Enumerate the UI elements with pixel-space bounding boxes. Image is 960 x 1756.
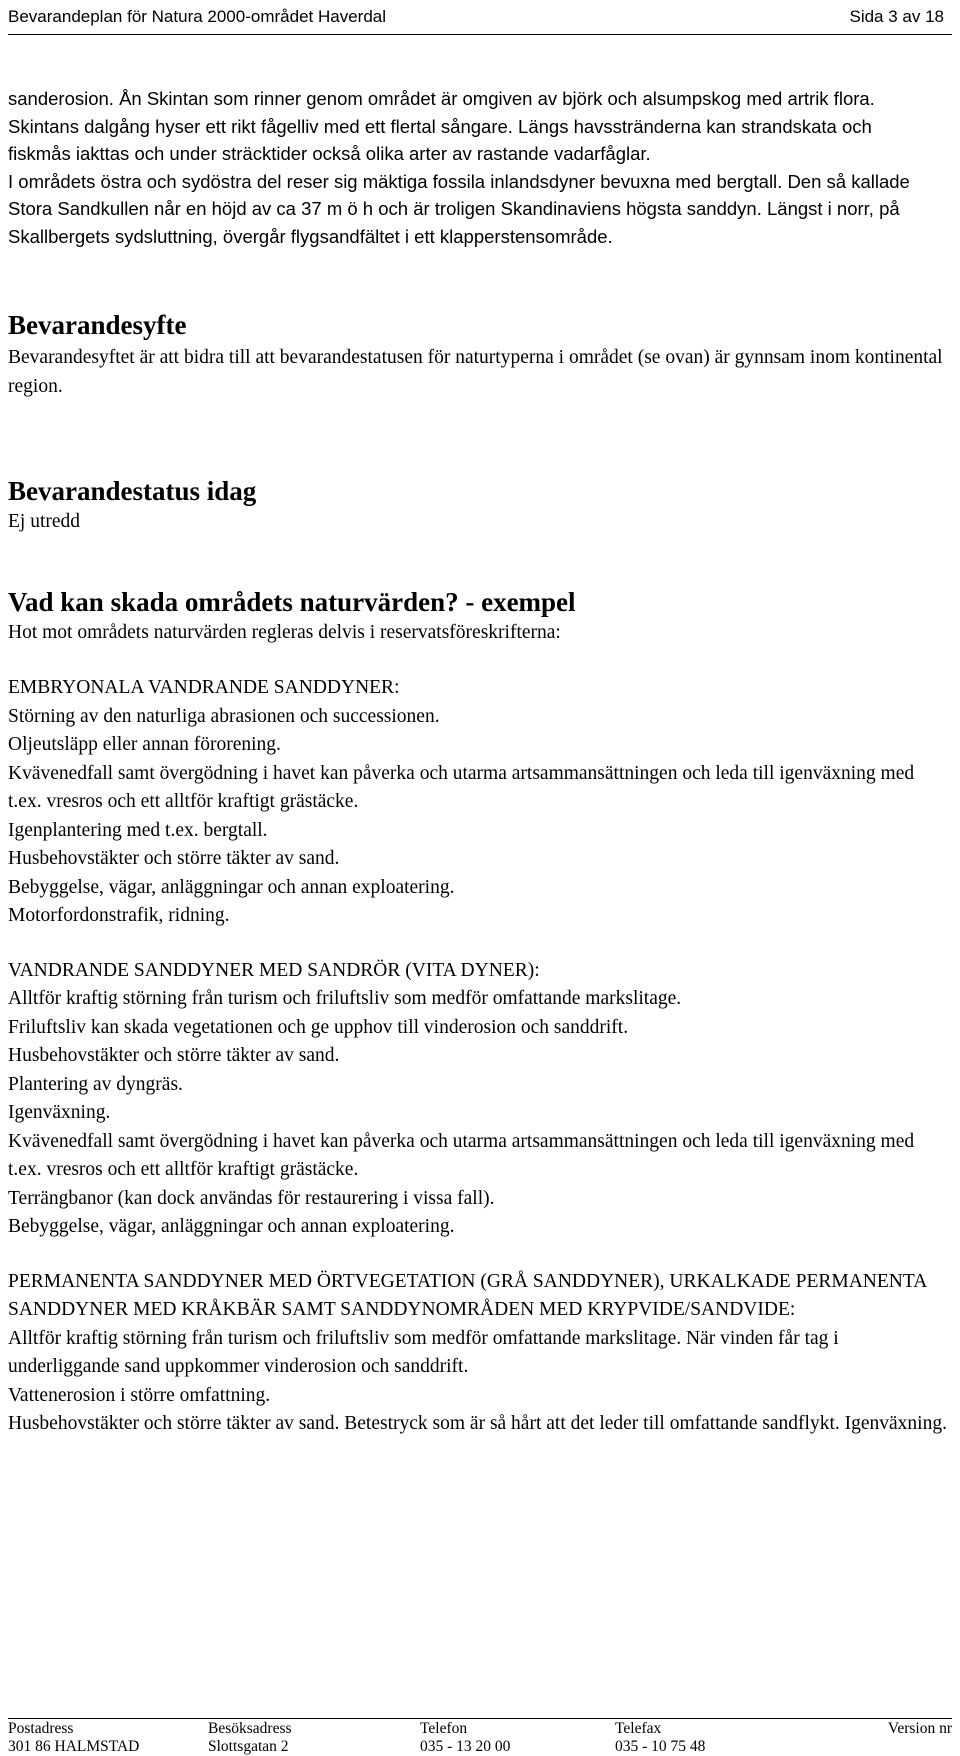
footer-besoksadress xyxy=(208,1720,292,1756)
footer-telefax xyxy=(615,1720,705,1756)
status-text: Ej utredd xyxy=(8,511,81,532)
intro-paragraph-1: sanderosion. Ån Skintan som rinner genom området är omgiven av björk och alsumpskog med artrik flora. Skintans dalgång hyser ett rikt fågelliv med ett flertal sångare. Längs havsstränderna kan strandskata och fiskmås iakttas och under sträcktider också olika arter av rastande vadarfåglar. xyxy=(8,88,875,164)
document-body xyxy=(8,85,948,1439)
threat-line: Bebyggelse, vägar, anläggningar och annan exploatering. xyxy=(8,876,455,898)
threat-line: Motorfordonstrafik, ridning. xyxy=(8,905,230,926)
threat-line: Oljeutsläpp eller annan förorening. xyxy=(8,734,281,755)
document-title: Bevarandeplan för Natura 2000-området Haverdal xyxy=(8,7,387,26)
footer-version xyxy=(888,1720,952,1738)
threat-group-grey-dunes xyxy=(8,1268,948,1439)
footer-label: Telefax xyxy=(615,1720,662,1737)
threat-line: Husbehovstäkter och större täkter av sand. Betestryck som är så hårt att det leder till omfattande sandflykt. Igenväxning. xyxy=(8,1413,947,1434)
threat-line: Kvävenedfall samt övergödning i havet kan påverka och utarma artsammansättningen och leda till igenväxning med t.ex. vresros och ett alltför kraftigt grästäcke. xyxy=(8,762,915,812)
page-footer xyxy=(8,1720,952,1755)
threat-line: Husbehovstäkter och större täkter av sand. xyxy=(8,1045,340,1066)
purpose-text: Bevarandesyftet är att bidra till att bevarandestatusen för naturtyperna i området (se ovan) är gynnsam inom kontinental region. xyxy=(8,347,943,397)
page-header xyxy=(8,0,952,34)
threats-heading: Vad kan skada områdets naturvärden? - exempel xyxy=(8,586,576,617)
page-number: Sida 3 av 18 xyxy=(849,7,944,26)
footer-value: 035 - 10 75 48 xyxy=(615,1738,706,1755)
threat-group-title: PERMANENTA SANDDYNER MED ÖRTVEGETATION (GRÅ SANDDYNER), URKALKADE PERMANENTA SANDDYNER MED KRÅKBÄR SAMT SANDDYNOMRÅDEN MED KRYPVIDE/SANDVIDE: xyxy=(8,1270,927,1320)
threat-group-embryonic-dunes xyxy=(8,674,948,931)
header-divider xyxy=(8,34,952,35)
threat-line: Alltför kraftig störning från turism och friluftsliv som medför omfattande markslitage. När vinden får tag i underliggande sand uppkommer vinderosion och sanddrift. xyxy=(8,1327,839,1377)
footer-label: Version nr xyxy=(887,1720,952,1737)
footer-label: Postadress xyxy=(8,1720,74,1737)
intro-section xyxy=(8,85,938,250)
threat-line: Igenväxning. xyxy=(8,1102,111,1123)
footer-postadress xyxy=(8,1720,139,1756)
threat-line: Husbehovstäkter och större täkter av sand. xyxy=(8,848,340,869)
threats-intro: Hot mot områdets naturvärden regleras delvis i reservatsföreskrifterna: xyxy=(8,621,561,643)
status-heading: Bevarandestatus idag xyxy=(8,476,257,506)
threat-group-title: VANDRANDE SANDDYNER MED SANDRÖR (VITA DYNER): xyxy=(8,959,540,981)
threat-line: Kvävenedfall samt övergödning i havet kan påverka och utarma artsammansättningen och leda till igenväxning med t.ex. vresros och ett alltför kraftigt grästäcke. xyxy=(8,1130,915,1180)
footer-telefon xyxy=(420,1720,510,1756)
threat-group-title: EMBRYONALA VANDRANDE SANDDYNER: xyxy=(8,677,400,698)
footer-value: 301 86 HALMSTAD xyxy=(8,1738,140,1755)
threat-line: Plantering av dyngräs. xyxy=(8,1073,183,1095)
footer-value: Slottsgatan 2 xyxy=(208,1738,289,1755)
threat-line: Igenplantering med t.ex. bergtall. xyxy=(8,819,268,841)
threat-line: Terrängbanor (kan dock användas för restaurering i vissa fall). xyxy=(8,1187,495,1209)
threat-line: Bebyggelse, vägar, anläggningar och annan exploatering. xyxy=(8,1216,455,1237)
threat-line: Störning av den naturliga abrasionen och successionen. xyxy=(8,705,440,727)
threat-line: Alltför kraftig störning från turism och friluftsliv som medför omfattande markslitage. xyxy=(8,988,682,1009)
purpose-heading: Bevarandesyfte xyxy=(8,310,187,340)
intro-paragraph-2: I områdets östra och sydöstra del reser sig mäktiga fossila inlandsdyner bevuxna med bergtall. Den så kallade Stora Sandkullen når en höjd av ca 37 m ö h och är troligen Skandinaviens högsta sanddyn. Längst i norr, på Skallbergets sydsluttning, övergår flygsandfältet i ett klapperstensområde. xyxy=(8,170,910,247)
threat-line: Friluftsliv kan skada vegetationen och ge upphov till vinderosion och sanddrift. xyxy=(8,1016,629,1038)
threat-group-white-dunes xyxy=(8,957,948,1242)
footer-value: 035 - 13 20 00 xyxy=(420,1738,511,1755)
footer-divider xyxy=(8,1718,952,1719)
threat-line: Vattenerosion i större omfattning. xyxy=(8,1384,271,1406)
footer-label: Telefon xyxy=(420,1720,468,1737)
footer-label: Besöksadress xyxy=(208,1720,292,1737)
